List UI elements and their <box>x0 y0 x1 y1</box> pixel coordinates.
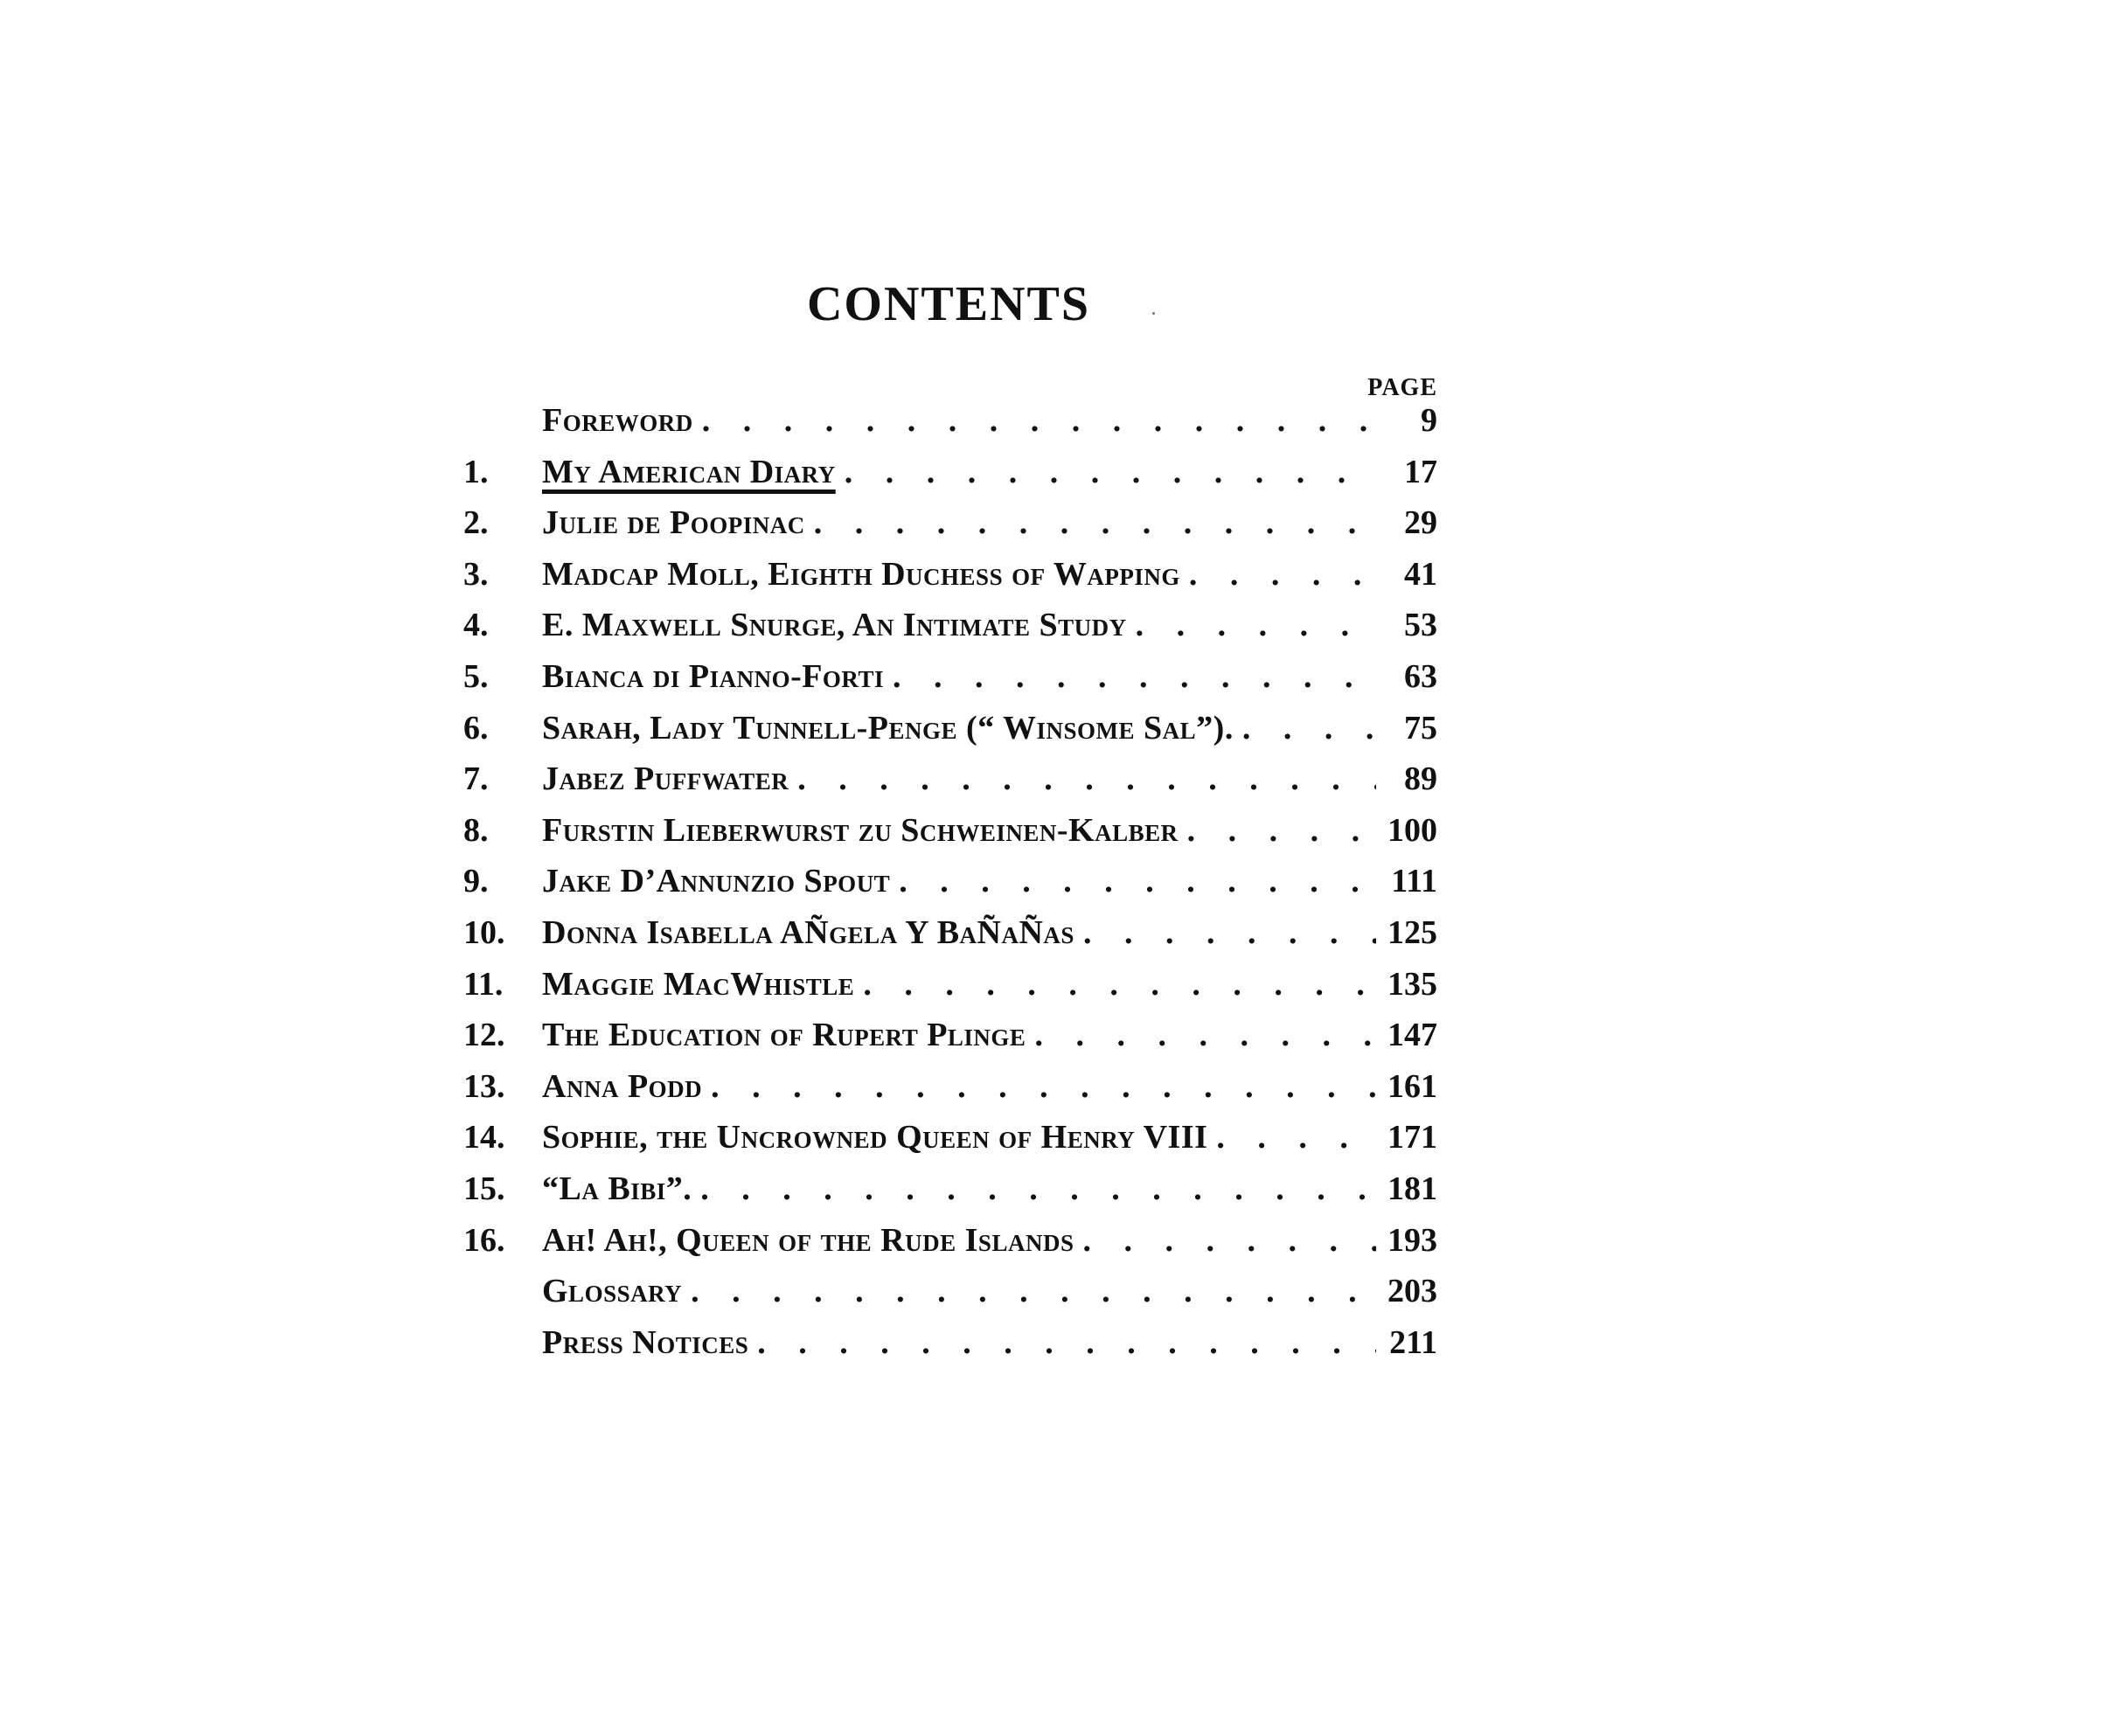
page-column-header: PAGE <box>1367 374 1437 401</box>
dot-leader <box>702 1061 1376 1113</box>
toc-entry <box>455 1163 1437 1215</box>
chapter-number: 3. <box>463 555 489 593</box>
dot-leader <box>1179 805 1376 857</box>
dot-leader <box>1026 1010 1376 1061</box>
chapter-number: 6. <box>463 709 489 746</box>
toc-entry <box>455 651 1437 703</box>
chapter-number: 12. <box>463 1017 505 1054</box>
page-number: 29 <box>1404 504 1437 542</box>
dot-leader <box>789 753 1376 805</box>
chapter-number: 16. <box>463 1221 505 1259</box>
chapter-number: 15. <box>463 1170 505 1207</box>
page-number: 9 <box>1421 402 1437 439</box>
page-number: 147 <box>1387 1017 1437 1054</box>
chapter-title: Furstin Lieberwurst zu Schweinen-Kalber <box>542 811 1179 849</box>
toc-entry <box>455 907 1437 959</box>
chapter-title: “La Bibi”. <box>542 1170 692 1207</box>
page-number: 111 <box>1391 863 1437 900</box>
chapter-title: Donna Isabella AÑgela Y BaÑaÑas <box>542 913 1074 951</box>
chapter-number: 5. <box>463 657 489 695</box>
dot-leader <box>1234 703 1376 754</box>
page-number: 193 <box>1387 1221 1437 1259</box>
dot-leader <box>748 1317 1376 1369</box>
chapter-title: My American Diary <box>542 453 836 490</box>
chapter-number: 14. <box>463 1119 505 1156</box>
chapter-number: 13. <box>463 1067 505 1105</box>
dot-leader <box>884 651 1376 703</box>
page-number: 63 <box>1404 657 1437 695</box>
chapter-title: Sophie, the Uncrowned Queen of Henry VIII <box>542 1119 1208 1156</box>
toc-entry <box>455 805 1437 857</box>
toc-entry <box>455 856 1437 907</box>
dot-leader <box>854 959 1376 1010</box>
dot-leader <box>805 497 1376 549</box>
chapter-title: Jake D’Annunzio Spout <box>542 863 891 900</box>
page-number: 135 <box>1387 965 1437 1003</box>
chapter-number: 10. <box>463 913 505 951</box>
toc-entry <box>455 549 1437 601</box>
chapter-title: Sarah, Lady Tunnell-Penge (“ Winsome Sal”). <box>542 709 1234 746</box>
page-number: 100 <box>1387 811 1437 849</box>
page-number: 161 <box>1387 1067 1437 1105</box>
chapter-title: Madcap Moll, Eighth Duchess of Wapping <box>542 555 1180 593</box>
chapter-title: Julie de Poopinac <box>542 504 805 542</box>
chapter-title: Ah! Ah!, Queen of the Rude Islands <box>542 1221 1074 1259</box>
chapter-number: 1. <box>463 453 489 490</box>
toc-entry <box>455 1010 1437 1061</box>
page-number: 203 <box>1387 1273 1437 1310</box>
table-of-contents <box>455 395 1437 1368</box>
dot-leader <box>692 1163 1376 1215</box>
page-number: 211 <box>1389 1323 1437 1361</box>
toc-entry <box>455 703 1437 754</box>
chapter-title: Bianca di Pianno-Forti <box>542 657 885 695</box>
page-number: 181 <box>1387 1170 1437 1207</box>
page-title: CONTENTS <box>806 277 1091 331</box>
chapter-title: Glossary <box>542 1273 683 1310</box>
chapter-title: The Education of Rupert Plinge <box>542 1017 1026 1054</box>
chapter-number: 8. <box>463 811 489 849</box>
dot-leader <box>1074 907 1376 959</box>
page-number: 41 <box>1404 555 1437 593</box>
chapter-title: Maggie MacWhistle <box>542 965 855 1003</box>
toc-entry <box>455 447 1437 498</box>
dot-leader <box>1074 1215 1376 1267</box>
page-number: 171 <box>1387 1119 1437 1156</box>
page-number: 125 <box>1387 913 1437 951</box>
dot-leader <box>890 856 1376 907</box>
chapter-title: E. Maxwell Snurge, An Intimate Study <box>542 607 1127 644</box>
chapter-number: 4. <box>463 607 489 644</box>
chapter-number: 2. <box>463 504 489 542</box>
dot-leader <box>693 395 1376 447</box>
toc-entry <box>455 1317 1437 1369</box>
chapter-number: 9. <box>463 863 489 900</box>
toc-entry <box>455 753 1437 805</box>
toc-entry <box>455 497 1437 549</box>
dot-leader <box>1207 1112 1376 1163</box>
page-number: 89 <box>1404 760 1437 798</box>
page-number: 75 <box>1404 709 1437 746</box>
chapter-number: 11. <box>463 965 504 1003</box>
dot-leader <box>682 1266 1376 1317</box>
toc-entry <box>455 1266 1437 1317</box>
page-number: 53 <box>1404 607 1437 644</box>
toc-entry <box>455 600 1437 651</box>
chapter-title: Press Notices <box>542 1323 749 1361</box>
page-number: 17 <box>1404 453 1437 490</box>
chapter-title: Foreword <box>542 402 693 439</box>
toc-entry <box>455 395 1437 447</box>
toc-entry <box>455 1112 1437 1163</box>
chapter-title: Anna Podd <box>542 1067 703 1105</box>
chapter-number: 7. <box>463 760 489 798</box>
toc-entry <box>455 1215 1437 1267</box>
chapter-title: Jabez Puffwater <box>542 760 789 798</box>
dot-leader <box>1180 549 1376 601</box>
dot-leader <box>836 447 1376 498</box>
print-speck <box>1152 312 1155 315</box>
toc-entry <box>455 1061 1437 1113</box>
toc-entry <box>455 959 1437 1010</box>
dot-leader <box>1127 600 1376 651</box>
